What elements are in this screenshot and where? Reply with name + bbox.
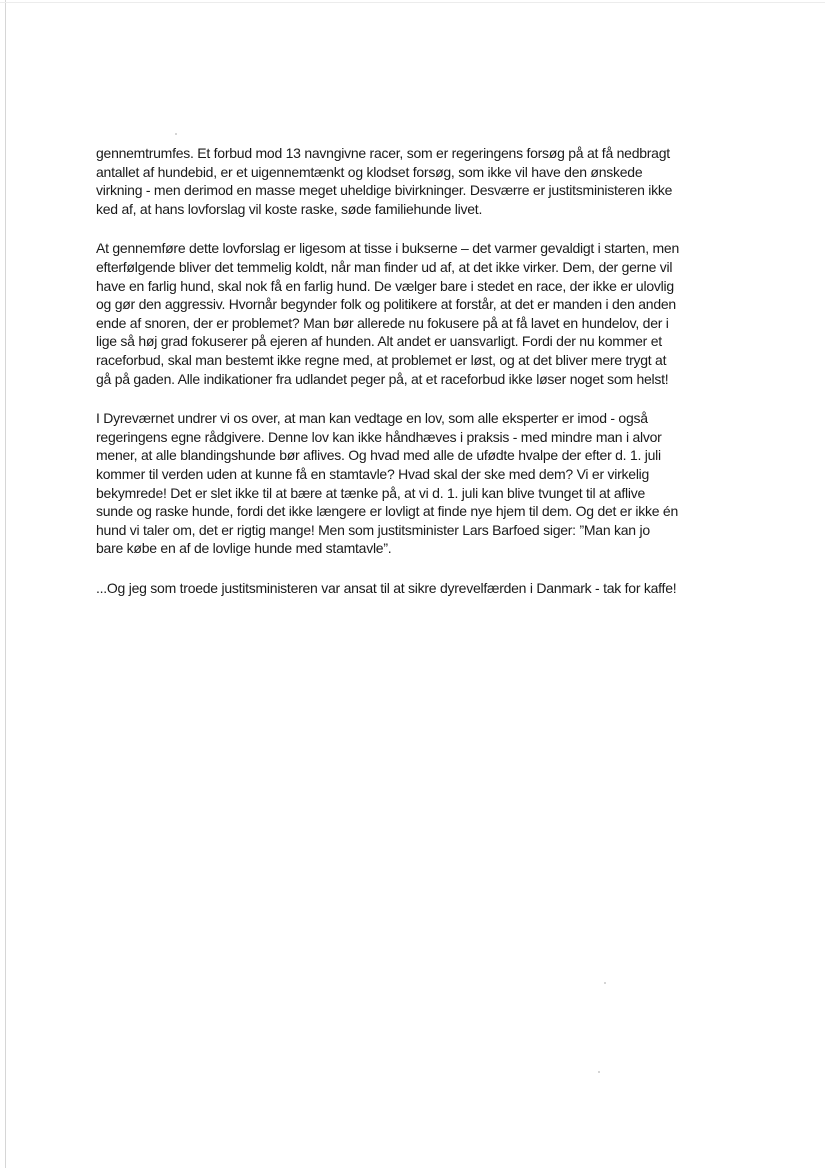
text-line: bare købe en af de lovlige hunde med stamtavle”. xyxy=(96,540,392,557)
text-line: kommer til verden uden at kunne få en stamtavle? Hvad skal der ske med dem? Vi er virkelig xyxy=(96,465,650,482)
text-line: gå på gaden. Alle indikationer fra udlandet peger på, at et raceforbud ikke løser noget som helst! xyxy=(96,370,669,387)
scan-speck xyxy=(604,982,606,984)
scan-edge xyxy=(5,0,6,1168)
text-line: virkning - men derimod en masse meget uheldige bivirkninger. Desværre er justitsministeren ikke xyxy=(96,182,673,199)
text-line: og gør den aggressiv. Hvornår begynder folk og politikere at forstår, at det er manden i den anden xyxy=(96,296,676,313)
text-line: bekymrede! Det er slet ikke til at bære at tænke på, at vi d. 1. juli kan blive tvunget til at aflive xyxy=(96,484,646,501)
scan-speck xyxy=(175,133,177,135)
text-line: lige så høj grad fokuserer på ejeren af hunden. Alt andet er uansvarligt. Fordi der nu kommer et xyxy=(96,333,662,350)
text-line: sunde og raske hunde, fordi det ikke længere er lovligt at finde nye hjem til dem. Og det er ikke én xyxy=(96,503,679,520)
letter-body xyxy=(96,144,748,618)
text-line: I Dyreværnet undrer vi os over, at man kan vedtage en lov, som alle eksperter er imod - også xyxy=(96,410,648,427)
text-line: mener, at alle blandingshunde bør aflives. Og hvad med alle de ufødte hvalpe der efter d. 1. juli xyxy=(96,447,661,464)
text-line: have en farlig hund, skal nok få en farlig hund. De vælger bare i stedet en race, der ikke er ulovlig xyxy=(96,277,674,294)
text-line: ende af snoren, der er problemet? Man bør allerede nu fokusere på at få lavet en hundelov, der i xyxy=(96,314,669,331)
paragraph-3 xyxy=(96,409,748,558)
scan-speck xyxy=(598,1071,600,1073)
scan-edge-top xyxy=(0,2,825,3)
text-line: At gennemføre dette lovforslag er ligesom at tisse i bukserne – det varmer gevaldigt i starten, men xyxy=(96,240,679,257)
text-line: regeringens egne rådgivere. Denne lov kan ikke håndhæves i praksis - med mindre man i alvor xyxy=(96,428,662,445)
paragraph-1 xyxy=(96,144,748,218)
text-line: raceforbud, skal man bestemt ikke regne med, at problemet er løst, og at det bliver mere trygt at xyxy=(96,351,667,368)
paragraph-2 xyxy=(96,239,748,388)
text-line: ...Og jeg som troede justitsministeren var ansat til at sikre dyrevelfærden i Danmark - tak for kaffe! xyxy=(96,579,677,596)
paragraph-4 xyxy=(96,579,748,598)
text-line: gennemtrumfes. Et forbud mod 13 navngivne racer, som er regeringens forsøg på at få nedbragt xyxy=(96,145,670,161)
text-line: hund vi taler om, det er rigtig mange! Men som justitsminister Lars Barfoed siger: ”Man kan jo xyxy=(96,521,650,538)
text-line: efterfølgende bliver det temmelig koldt, når man finder ud af, at det ikke virker. Dem, der gerne vil xyxy=(96,258,673,275)
text-line: ked af, at hans lovforslag vil koste raske, søde familiehunde livet. xyxy=(96,200,483,217)
text-line: antallet af hundebid, er et uigennemtænkt og klodset forsøg, som ikke vil have den ønskede xyxy=(96,163,643,180)
